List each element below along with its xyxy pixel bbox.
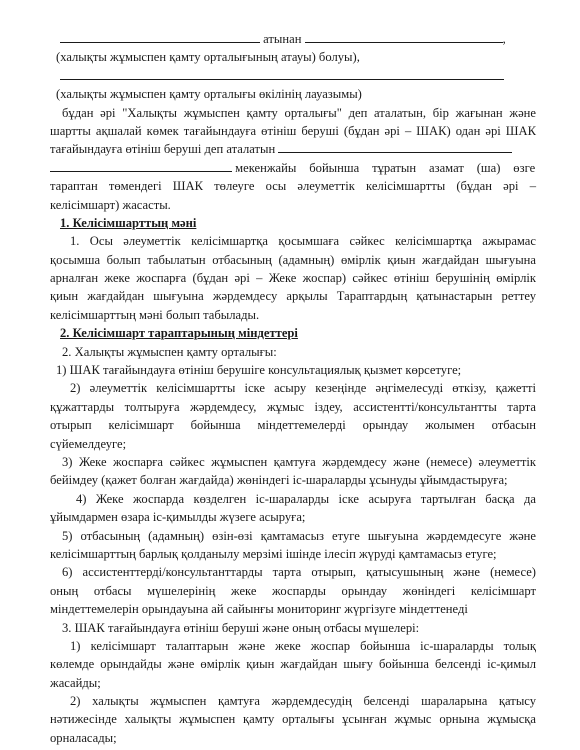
s1-p1-line-2: қосымша болып табылатын отбасының (адамның) өмірлік қиын жағдайдан шығуына: [50, 252, 536, 267]
s1-p1-line-3: арналған жеке жоспарға (бұдан әрі – Жеке жоспар) сәйкес өтініш берушінің өмірлік: [50, 271, 536, 286]
s2-j2-line-3: орналасады;: [50, 730, 117, 745]
header-line-3: [50, 67, 536, 85]
s2-item-4-line-2: ұйымдармен өзара іс-қимылды жүзеге асыруға;: [50, 510, 306, 525]
s2-item-2-line-1: 2) әлеуметтік келісімшартты іске асыру кезеңінде әңгімелесуді өткізу, қажетті: [70, 381, 536, 396]
intro-line-3: [50, 140, 536, 158]
s2-item-4-line-1: 4) Жеке жоспарда көзделген іс-шараларды іске асыруға тартылған басқа да: [76, 491, 536, 506]
s2-item-3-line-1: 3) Жеке жоспарға сәйкес жұмыспен қамтуға жәрдемдесу және (немесе) әлеуметтік: [62, 454, 536, 469]
s1-p1-line-5: келісімшарттың мәні болып табылады.: [50, 307, 260, 322]
rep-position-blank: [60, 67, 504, 80]
s2-item-2-line-2: құжаттарды толтыруға жәрдемдесу, жұмыс іздеу, ассистентті/консультантты тарта: [50, 399, 536, 414]
comma-text: ,: [502, 32, 506, 46]
intro-line-6: келісімшарт) жасасты.: [50, 197, 171, 212]
intro-line-5: тараптан төмендегі ШАК төлеуге осы әлеуметтік келісімшартты (бұдан әрі –: [50, 179, 536, 194]
section-1-title-text: 1. Келісімшарттың мәні: [60, 215, 197, 230]
s2-item-6-line-3: міндеттемелерін орындауына ай сайынғы мониторинг жүргізуге міндеттенеді: [50, 602, 468, 617]
s2-item-5-line-1: 5) отбасының (адамның) өзін-өзі қамтамасыз етуге шығуына жәрдемдесуге және: [62, 528, 536, 543]
section-1-title: [50, 214, 536, 232]
s2-item-6-line-1: 6) ассистенттерді/консультанттарды тарта отырып, қатысушының және (немесе): [62, 565, 536, 580]
applicant-name-blank: [278, 140, 512, 153]
s2-j2-line-1: 2) халықты жұмыспен қамтуға жәрдемдесудің белсенді шараларына қатысу: [70, 694, 536, 709]
s2-j1-line-1: 1) келісімшарт талаптарын және жеке жоспар бойынша іс-шараларды толық: [70, 638, 536, 653]
rep-position-hint: (халықты жұмыспен қамту орталығы өкілінің лауазымы): [56, 87, 362, 102]
s2-item-1: 1) ШАК тағайындауға өтініш берушіге консультациялық қызмет көрсетуге;: [56, 363, 462, 378]
atynan-text: атынан: [263, 32, 302, 46]
center-name-hint: (халықты жұмыспен қамту орталығының атауы) болуы),: [56, 50, 360, 65]
s1-p1-line-1: 1. Осы әлеуметтік келісімшартқа қосымшаға сәйкес келісімшартқа ажырамас: [70, 234, 536, 249]
s2-j2-line-2: нәтижесінде халықты жұмыспен қамту орталығы ұсынған жұмыс орнына жұмысқа: [50, 712, 536, 727]
intro-line-4-text: мекенжайы бойынша тұратын азамат (ша) өзге: [235, 160, 536, 175]
s2-sub-2: 2. Халықты жұмыспен қамту орталығы:: [62, 344, 277, 359]
name-blank: [60, 30, 260, 43]
intro-line-4: [50, 159, 536, 177]
s2-item-5-line-2: келісімшарттың барлық қолданылу мерзімі ішінде ілесіп жүруді қамтамасыз етуге;: [50, 546, 497, 561]
s2-item-2-line-4: сүйемелдеуге;: [50, 436, 127, 451]
s1-p1-line-4: қиын жағдайдан шығуына жәрдемдесу арқылы Тараптардың қатынастарын реттеу: [50, 289, 536, 304]
section-2-title-text: 2. Келісімшарт тараптарының міндеттері: [60, 326, 298, 341]
s2-item-3-line-2: бейімдеу (қажет болған жағдайда) жөніндегі іс-шараларды ұсынуды ұйымдастыруға;: [50, 473, 508, 488]
header-line-1: [50, 30, 536, 48]
intro-line-2: шартты ақшалай көмек тағайындауға өтініш беруші (бұдан әрі – ШАК) одан әрі ШАК: [50, 123, 536, 138]
atynan-blank: [305, 30, 503, 43]
intro-line-1: бұдан әрі "Халықты жұмыспен қамту орталығы" деп аталатын, бір жағынан және: [62, 105, 536, 120]
s2-j1-line-2: көлемде орындайды және өмірлік қиын жағдайдан шығу бойынша белсенді іс-қимыл: [50, 657, 536, 672]
s2-sub-3: 3. ШАК тағайындауға өтініш беруші және оның отбасы мүшелері:: [62, 620, 420, 635]
section-2-title: [50, 324, 536, 342]
s2-item-2-line-3: отырып келісімшарт бойынша міндеттемелерді орындау жолымен отбасын: [50, 418, 536, 433]
s2-j1-line-3: жасайды;: [50, 675, 101, 690]
address-blank: [50, 159, 232, 172]
intro-line-3-text: тағайындауға өтініш беруші деп аталатын: [50, 142, 276, 157]
s2-item-6-line-2: оның отбасы мүшелерінің жеке жоспарды орындау жөніндегі келісімшарт: [50, 583, 536, 598]
